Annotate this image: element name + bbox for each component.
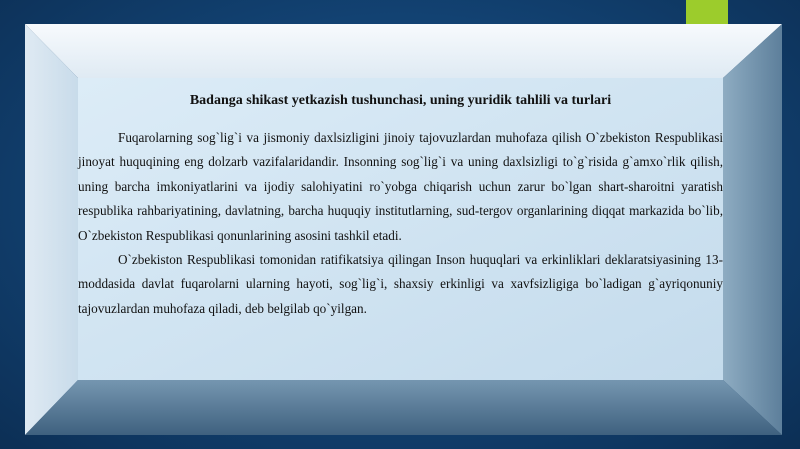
bevel-right bbox=[723, 24, 782, 435]
bevel-bottom bbox=[25, 380, 782, 435]
slide-content bbox=[78, 78, 723, 380]
paragraph-2: O`zbekiston Respublikasi tomonidan ratifikatsiya qilingan Inson huquqlari va erkinliklari deklaratsiyasining 13-moddasida davlat fuqarolarni ularning hayoti, sog`lig`i, shaxsiy erkinligi va xavfsizligiga bo`ladigan g`ayriqonuniy tajovuzlardan muhofaza qiladi, deb belgilab qo`yilgan. bbox=[78, 252, 723, 316]
accent-tab bbox=[686, 0, 728, 26]
paragraph-1: Fuqarolarning sog`lig`i va jismoniy daxlsizligini jinoiy tajovuzlardan muhofaza qilish O`zbekiston Respublikasi jinoyat huquqining eng dolzarb vazifalaridandir. Insonning sog`lig`i va uning daxlsizligi to`g`risida g`amxo`rlik qilish, uning barcha imkoniyatlarini va ijodiy salohiyatini ro`yobga chiqarish uchun zarur bo`lgan shart-sharoitni yaratish respublika rahbariyatining, davlatning, barcha huquqiy institutlarning, sud-tergov organlarining diqqat markazida bo`lib, O`zbekiston Respublikasi qonunlarining asosini tashkil etadi. bbox=[78, 130, 723, 243]
slide-title: Badanga shikast yetkazish tushunchasi, uning yuridik tahlili va turlari bbox=[189, 93, 612, 108]
bevel-top bbox=[25, 24, 782, 78]
bevel-left bbox=[25, 24, 78, 435]
